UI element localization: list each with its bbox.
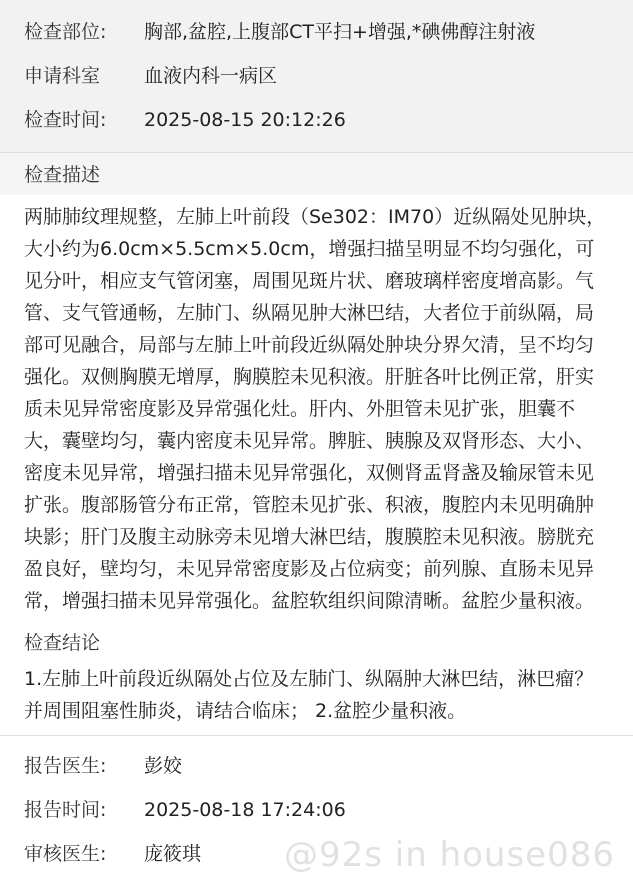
exam-site-row (0, 10, 633, 54)
doctor-label: 报告医生: (24, 755, 107, 777)
exam-time-row (0, 98, 633, 142)
exam-site-label: 检查部位: (24, 21, 107, 43)
exam-time-value: 2025-08-15 20:12:26 (144, 109, 346, 131)
doctor-value: 彭姣 (144, 755, 183, 777)
doctor-row (0, 744, 633, 788)
report-time-row (0, 788, 633, 832)
watermark: @92s in house086 (283, 835, 615, 875)
exam-time-label: 检查时间: (24, 109, 107, 131)
description-section (0, 153, 633, 195)
reviewer-value: 庞筱琪 (144, 843, 202, 865)
report-time-label: 报告时间: (24, 799, 107, 821)
description-title: 检查描述 (24, 164, 101, 186)
description-body-section (0, 195, 633, 617)
department-value: 血液内科一病区 (144, 65, 278, 87)
conclusion-section (0, 617, 633, 735)
report-header (0, 0, 633, 152)
description-text: 两肺肺纹理规整，左肺上叶前段（Se302：IM70）近纵隔处见肿块，大小约为6.0cm×5.5cm×5.0cm，增强扫描呈明显不均匀强化，可见分叶，相应支气管闭塞，周围见斑片状、磨玻璃样密度增高影。气管、支气管通畅，左肺门、纵隔见肿大淋巴结，大者位于前纵隔，局部可见融合，局部与左肺上叶前段近纵隔处肿块分界欠清，呈不均匀强化。双侧胸膜无增厚，胸膜腔未见积液。肝脏各叶比例正常，肝实质未见异常密度影及异常强化灶。肝内、外胆管未见扩张，胆囊不大，囊壁均匀，囊内密度未见异常。脾脏、胰腺及双肾形态、大小、密度未见异常，增强扫描未见异常强化，双侧肾盂肾盏及输尿管未见扩张。腹部肠管分布正常，管腔未见扩张、积液，腹腔内未见明确肿块影；肝门及腹主动脉旁未见增大淋巴结，腹膜腔未见积液。膀胱充盈良好，壁均匀，未见异常密度影及占位病变；前列腺、直肠未见异常，增强扫描未见异常强化。盆腔软组织间隙清晰。盆腔少量积液。 (24, 206, 606, 612)
department-row (0, 54, 633, 98)
report-time-value: 2025-08-18 17:24:06 (144, 799, 346, 821)
department-label: 申请科室 (24, 65, 101, 87)
exam-site-value: 胸部,盆腔,上腹部CT平扫+增强,*碘佛醇注射液 (144, 21, 536, 43)
reviewer-label: 审核医生: (24, 843, 107, 865)
conclusion-text: 1.左肺上叶前段近纵隔处占位及左肺门、纵隔肿大淋巴结，淋巴瘤？并周围阻塞性肺炎，请结合临床； 2.盆腔少量积液。 (24, 668, 594, 722)
conclusion-title: 检查结论 (24, 632, 101, 654)
